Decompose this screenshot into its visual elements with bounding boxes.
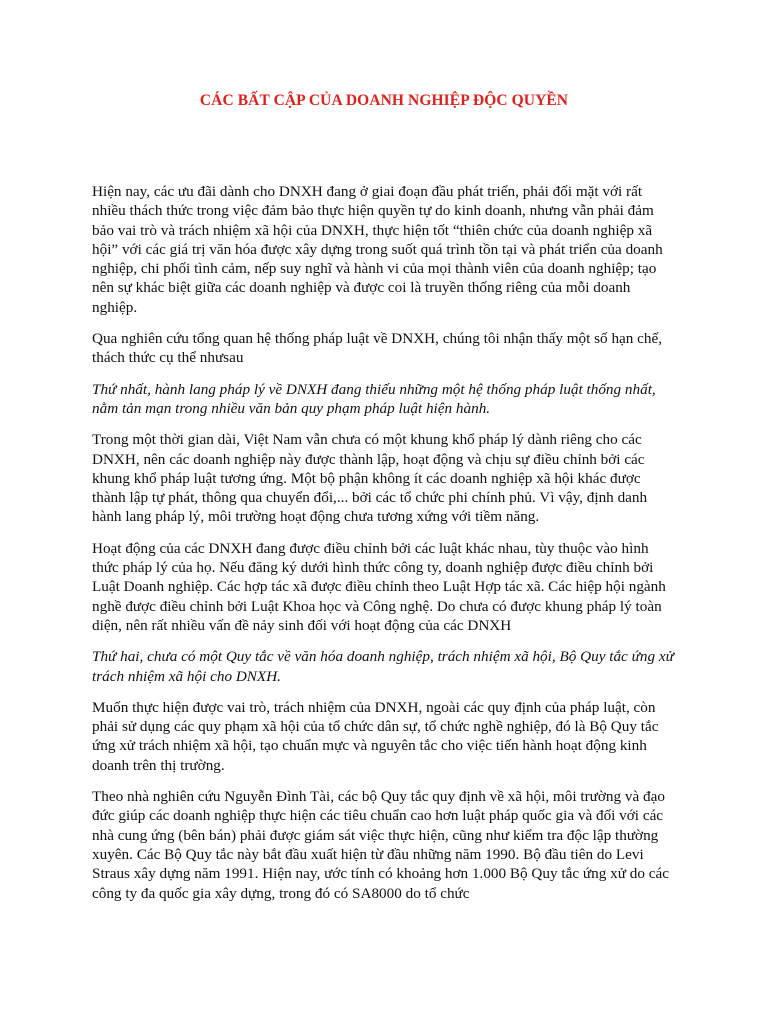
paragraph-legal-framework: Trong một thời gian dài, Việt Nam vẫn chưa có một khung khổ pháp lý dành riêng cho các DNXH, nên các doanh nghiệp này được thành lập, hoạt động và chịu sự điều chỉnh bởi các khung khổ pháp luật tương ứng. Một bộ phận không ít các doanh nghiệp xã hội khác được thành lập tự phát, thông qua chuyển đổi,... bởi các tổ chức phi chính phủ. Vì vậy, định danh hành lang pháp lý, môi trường hoạt động chưa tương xứng với tiềm năng. — [92, 431, 648, 526]
document-body — [92, 182, 678, 915]
paragraph-intro: Hiện nay, các ưu đãi dành cho DNXH đang ở giai đoạn đầu phát triển, phải đối mặt với rất nhiều thách thức trong việc đảm bảo thực hiện quyền tự do kinh doanh, nhưng vẫn phải đảm bảo vai trò và trách nhiệm xã hội của DNXH, thực hiện tốt “thiên chức của doanh nghiệp xã hội” với các giá trị văn hóa được xây dựng trong suốt quá trình tồn tại và phát triển của doanh nghiệp, chi phối tình cảm, nếp suy nghĩ và hành vi của mọi thành viên của doanh nghiệp; tạo nên sự khác biệt giữa các doanh nghiệp và được coi là truyền thống riêng của mỗi doanh nghiệp. — [92, 183, 663, 316]
heading-second-point: Thứ hai, chưa có một Quy tắc về văn hóa doanh nghiệp, trách nhiệm xã hội, Bộ Quy tắc ứng xử trách nhiệm xã hội cho DNXH. — [92, 648, 674, 685]
paragraph-social-norms: Muốn thực hiện được vai trò, trách nhiệm của DNXH, ngoài các quy định của pháp luật, còn phải sử dụng các quy phạm xã hội của tổ chức dân sự, tổ chức nghề nghiệp, đó là Bộ Quy tắc ứng xử trách nhiệm xã hội, tạo chuẩn mực và nguyên tắc cho việc tiến hành hoạt động kinh doanh trên thị trường. — [92, 698, 659, 774]
paragraph-codes-of-conduct: Theo nhà nghiên cứu Nguyễn Đình Tài, các bộ Quy tắc quy định về xã hội, môi trường và đạo đức giúp các doanh nghiệp thực hiện các tiêu chuẩn cao hơn luật pháp quốc gia và đối với các nhà cung ứng (bên bán) phải được giám sát việc thực hiện, cũng như kiểm tra độc lập thường xuyên. Các Bộ Quy tắc này bắt đầu xuất hiện từ đầu những năm 1990. Bộ đầu tiên do Levi Straus xây dựng năm 1991. Hiện nay, ước tính có khoảng hơn 1.000 Bộ Quy tắc ứng xử do các công ty đa quốc gia xây dựng, trong đó có SA8000 do tổ chức — [92, 788, 669, 902]
paragraph-regulating-laws: Hoạt động của các DNXH đang được điều chỉnh bởi các luật khác nhau, tùy thuộc vào hình thức pháp lý của họ. Nếu đăng ký dưới hình thức công ty, doanh nghiệp được điều chỉnh bởi Luật Doanh nghiệp. Các hợp tác xã được điều chỉnh theo Luật Hợp tác xã. Các hiệp hội ngành nghề được điều chỉnh bởi Luật Khoa học và Công nghệ. Do chưa có được khung pháp lý toàn diện, nên rất nhiều vấn đề nảy sinh đối với hoạt động của các DNXH — [92, 539, 666, 634]
paragraph-overview: Qua nghiên cứu tổng quan hệ thống pháp luật về DNXH, chúng tôi nhận thấy một số hạn chế, thách thức cụ thể nhưsau — [92, 330, 663, 367]
heading-first-point: Thứ nhất, hành lang pháp lý về DNXH đang thiếu những một hệ thống pháp luật thống nhất, nằm tản mạn trong nhiều văn bản quy phạm pháp luật hiện hành. — [92, 380, 656, 417]
document-title: CÁC BẤT CẬP CỦA DOANH NGHIỆP ĐỘC QUYỀN — [199, 92, 569, 109]
